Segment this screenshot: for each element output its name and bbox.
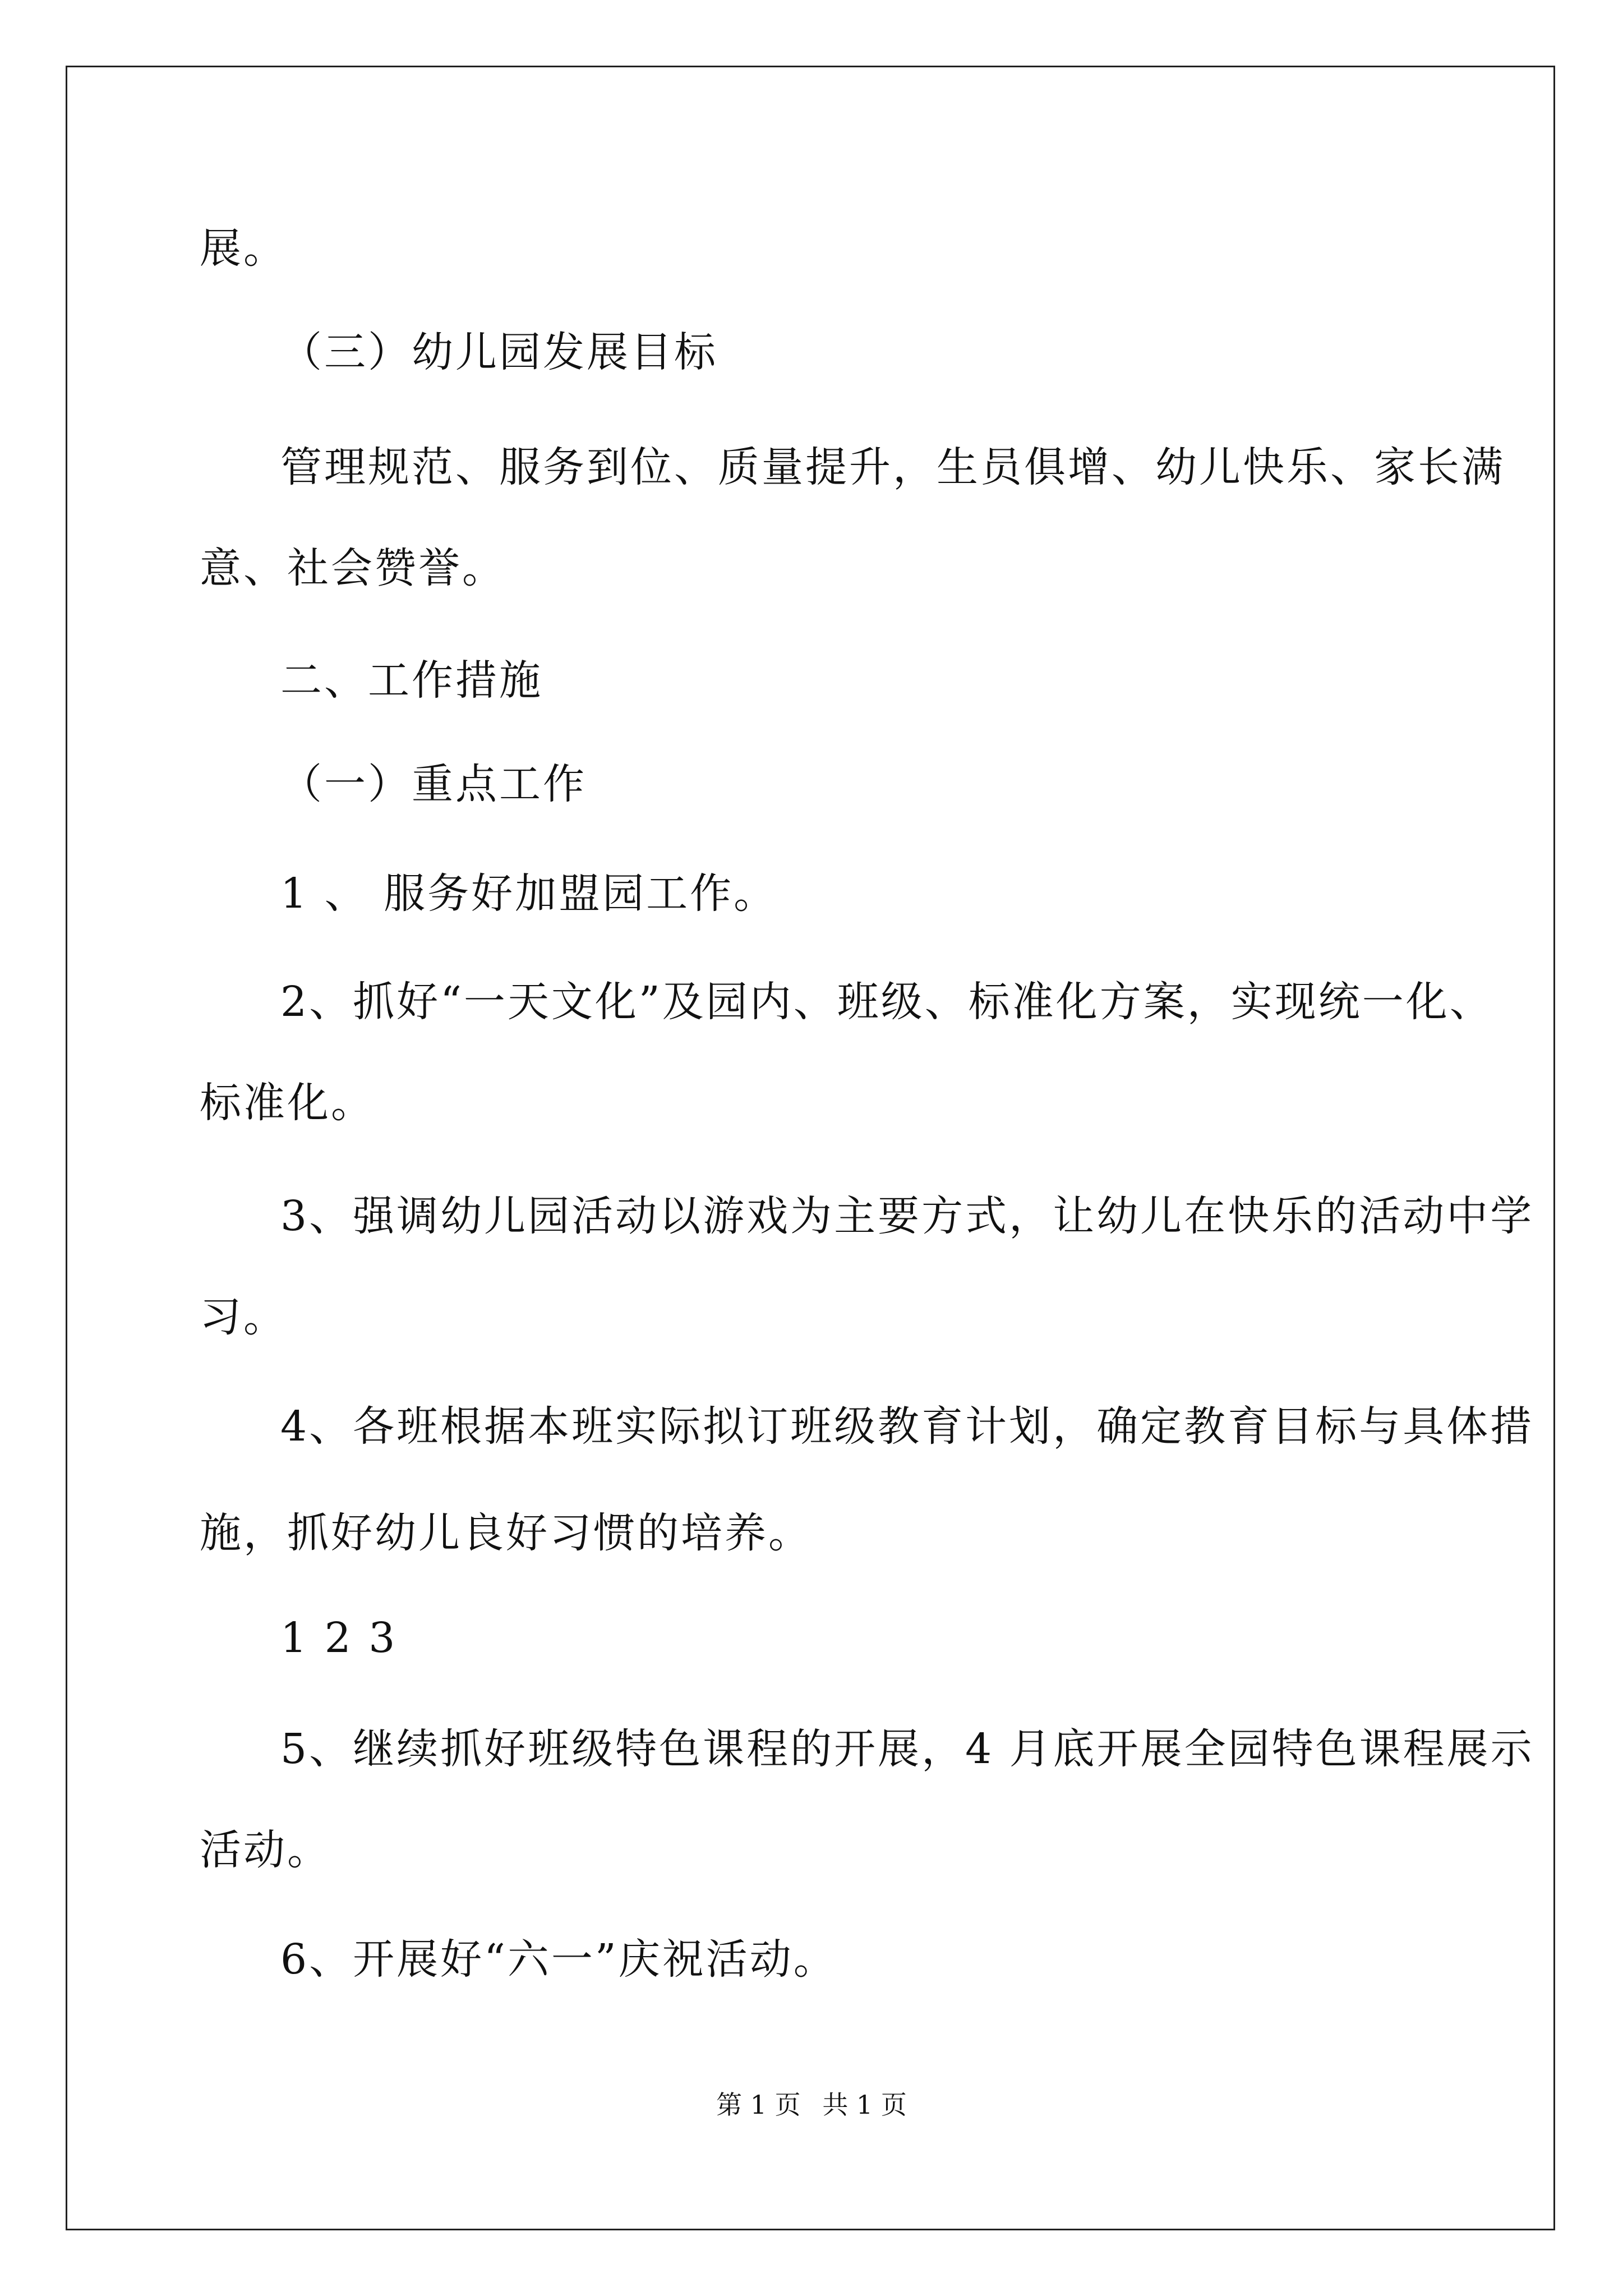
text-line: 1 2 3 <box>280 1614 398 1662</box>
page-number-total: 共 1 页 <box>822 2090 907 2120</box>
list-item: 4、各班根据本班实际拟订班级教育计划，确定教育目标与具体措 <box>280 1402 1534 1451</box>
section-heading: （一）重点工作 <box>280 760 587 808</box>
list-item: 6、开展好“六一”庆祝活动。 <box>280 1935 837 1984</box>
page-number-current: 第 1 页 <box>716 2090 801 2120</box>
text-line: 管理规范、服务到位、质量提升，生员俱增、幼儿快乐、家长满 <box>280 443 1505 491</box>
text-line: 意、社会赞誉。 <box>200 544 506 592</box>
section-heading: 二、工作措施 <box>280 656 543 705</box>
page-footer <box>0 2088 1623 2122</box>
text-line: 活动。 <box>200 1826 331 1874</box>
text-line: 展。 <box>200 224 287 273</box>
list-item: 1 、 服务好加盟园工作。 <box>280 869 778 918</box>
text-line: 习。 <box>200 1293 287 1341</box>
text-line: 施，抓好幼儿良好习惯的培养。 <box>200 1509 812 1557</box>
list-item: 2、抓好“一天文化”及园内、班级、标准化方案，实现统一化、 <box>280 978 1493 1026</box>
list-item: 5、继续抓好班级特色课程的开展，4 月底开展全园特色课程展示 <box>280 1725 1534 1773</box>
section-heading: （三）幼儿园发展目标 <box>280 328 718 376</box>
list-item: 3、强调幼儿园活动以游戏为主要方式，让幼儿在快乐的活动中学 <box>280 1192 1534 1240</box>
text-line: 标准化。 <box>200 1079 375 1127</box>
page-border <box>66 66 1555 2230</box>
